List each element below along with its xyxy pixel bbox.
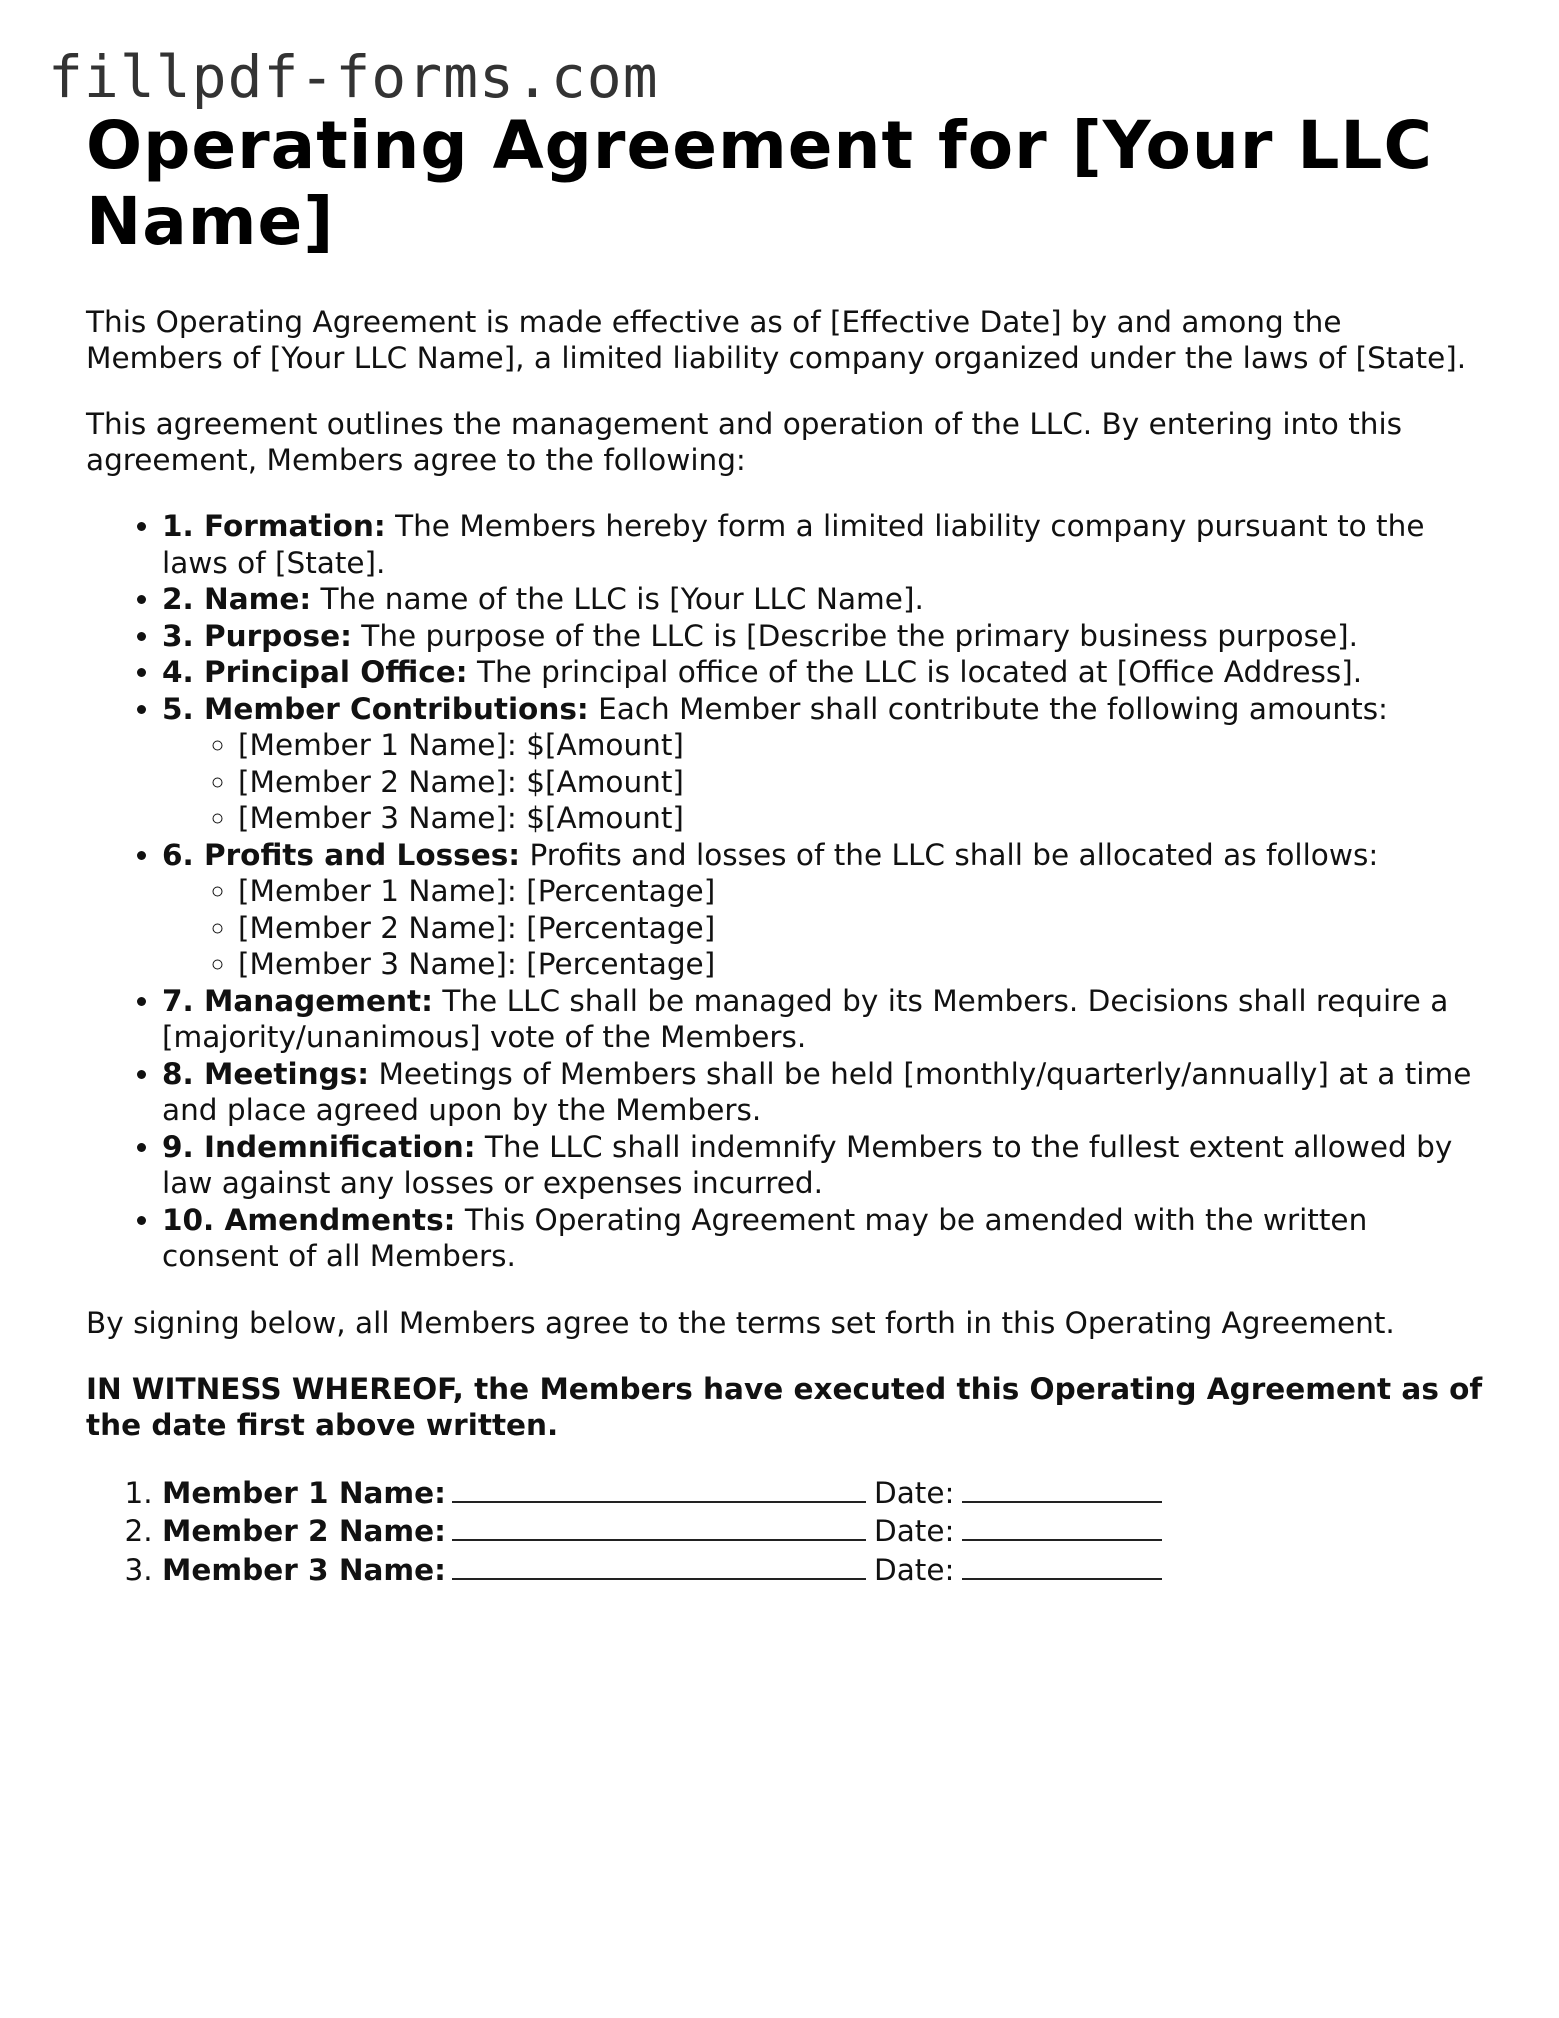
- signature-row: [162, 1473, 1486, 1512]
- document-title: Operating Agreement for [Your LLC Name]: [86, 107, 1433, 260]
- term-label: 9. Indemnification:: [162, 1129, 476, 1164]
- date-label: Date:: [873, 1514, 955, 1548]
- term-label: 4. Principal Office:: [162, 655, 468, 689]
- term-text: The LLC shall indemnify Members to the fullest extent allowed by law against any losses or expenses incurred.: [162, 1129, 1453, 1200]
- term-text: Profits and losses of the LLC shall be allocated as follows:: [520, 837, 1379, 872]
- contribution-item: ◦ [Member 2 Name]: $[Amount]: [238, 764, 1486, 801]
- allocation-item: ◦ [Member 3 Name]: [Percentage]: [238, 946, 1486, 983]
- signature-name-line[interactable]: [452, 1473, 866, 1503]
- term-amendments: [162, 1202, 1486, 1275]
- term-profits-losses: [162, 837, 1486, 983]
- term-text: The LLC shall be managed by its Members. Decisions shall require a [majority/unanimous] vote of the Members.: [162, 983, 1449, 1054]
- term-purpose: [162, 618, 1486, 655]
- term-label: 1. Formation:: [162, 509, 386, 543]
- allocation-list: [162, 873, 1486, 983]
- term-text: The Members hereby form a limited liability company pursuant to the laws of [State].: [162, 509, 1425, 580]
- signature-name-line[interactable]: [452, 1511, 866, 1541]
- term-label: 3. Purpose:: [162, 618, 352, 653]
- document-page: [86, 108, 1486, 1588]
- term-label: 6. Profits and Losses:: [162, 837, 521, 872]
- signature-row: [162, 1511, 1486, 1550]
- signer-label: Member 1 Name:: [162, 1475, 446, 1510]
- allocation-item: ◦ [Member 2 Name]: [Percentage]: [238, 910, 1486, 947]
- term-meetings: [162, 1056, 1486, 1129]
- date-label: Date:: [873, 1475, 955, 1510]
- date-label: Date:: [873, 1552, 955, 1587]
- signature-row: [162, 1550, 1486, 1589]
- signature-name-line[interactable]: [452, 1550, 866, 1580]
- terms-list: [86, 508, 1486, 1275]
- term-label: 10. Amendments:: [162, 1202, 456, 1237]
- term-name: [162, 581, 1486, 618]
- agreement-paragraph: This agreement outlines the management and operation of the LLC. By entering into this agreement, Members agree to the following:: [86, 407, 1403, 477]
- intro-paragraph: This Operating Agreement is made effective as of [Effective Date] by and among the Members of [Your LLC Name], a limited liability company organized under the laws of [State].: [86, 305, 1467, 375]
- signature-date-line[interactable]: [962, 1550, 1162, 1580]
- watermark: fillpdf-forms.com: [48, 43, 659, 111]
- signature-date-line[interactable]: [962, 1511, 1162, 1541]
- term-text: The principal office of the LLC is located at [Office Address].: [467, 655, 1363, 689]
- signer-label: Member 2 Name:: [162, 1514, 446, 1548]
- term-label: 8. Meetings:: [162, 1056, 370, 1091]
- term-formation: [162, 508, 1486, 581]
- signature-date-line[interactable]: [962, 1473, 1162, 1503]
- term-label: 2. Name:: [162, 582, 312, 616]
- term-text: Each Member shall contribute the following amounts:: [588, 691, 1388, 726]
- signer-label: Member 3 Name:: [162, 1552, 446, 1587]
- term-indemnification: [162, 1129, 1486, 1202]
- term-label: 5. Member Contributions:: [162, 691, 589, 726]
- term-text: The purpose of the LLC is [Describe the primary business purpose].: [351, 618, 1358, 653]
- closing-paragraph: By signing below, all Members agree to the terms set forth in this Operating Agreement.: [86, 1305, 1395, 1340]
- term-label: 7. Management:: [162, 983, 433, 1018]
- term-text: The name of the LLC is [Your LLC Name].: [311, 582, 924, 616]
- term-principal-office: [162, 654, 1486, 691]
- contributions-list: [162, 727, 1486, 837]
- term-member-contributions: [162, 691, 1486, 837]
- signature-list: [86, 1473, 1486, 1589]
- contribution-item: ◦ [Member 3 Name]: $[Amount]: [238, 800, 1486, 837]
- term-text: This Operating Agreement may be amended with the written consent of all Members.: [162, 1202, 1368, 1273]
- allocation-item: ◦ [Member 1 Name]: [Percentage]: [238, 873, 1486, 910]
- witness-statement: IN WITNESS WHEREOF, the Members have executed this Operating Agreement as of the date first above written.: [86, 1371, 1483, 1442]
- term-text: Meetings of Members shall be held [monthly/quarterly/annually] at a time and place agreed upon by the Members.: [162, 1056, 1472, 1127]
- contribution-item: ◦ [Member 1 Name]: $[Amount]: [238, 727, 1486, 764]
- term-management: [162, 983, 1486, 1056]
